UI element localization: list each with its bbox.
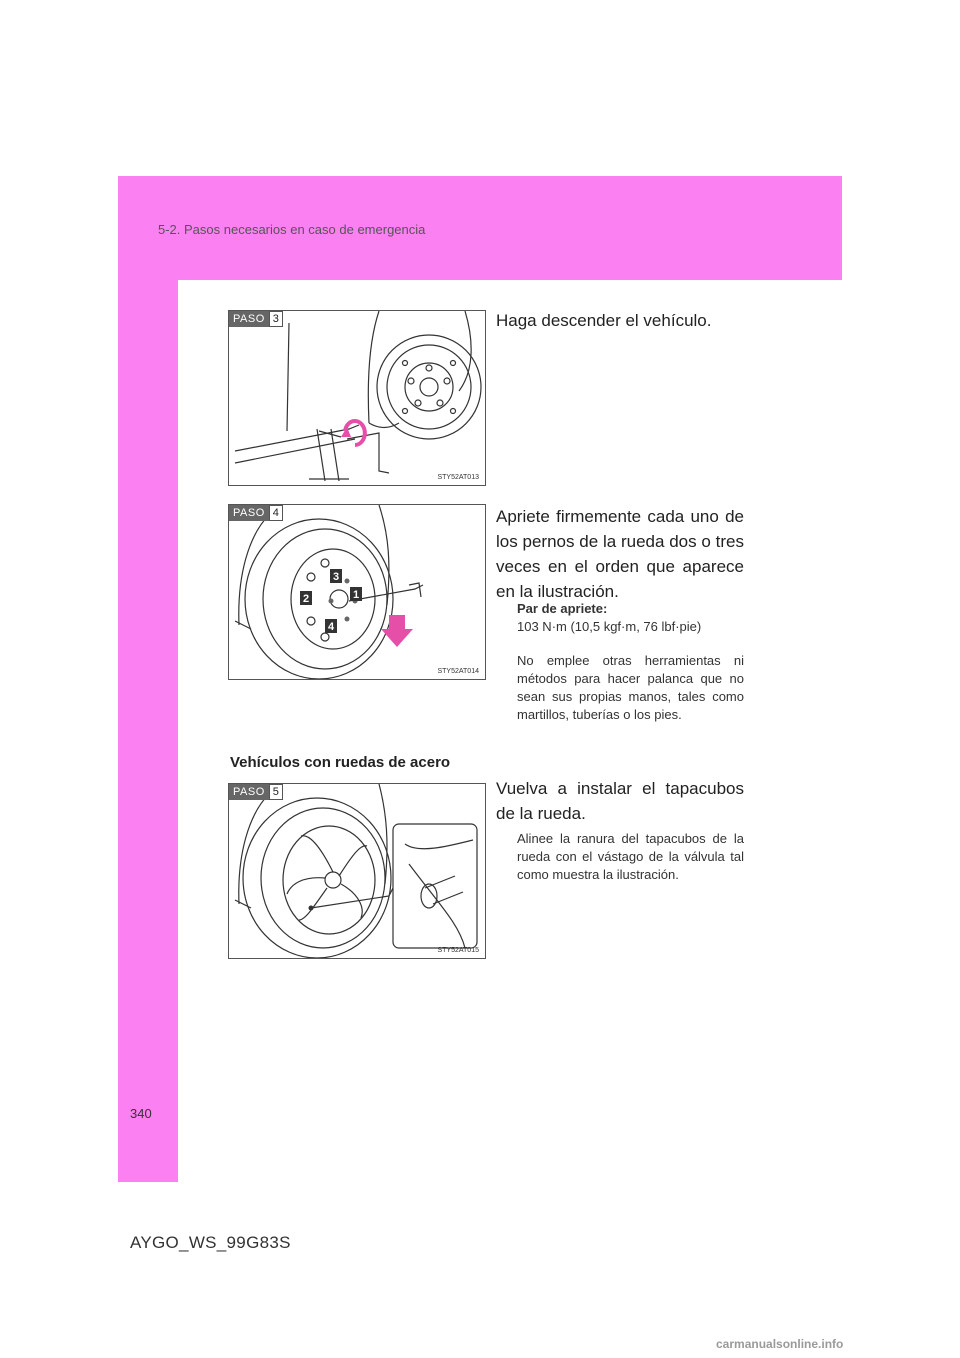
figure-code: STY52AT013 [437, 474, 479, 481]
step-number: 5 [269, 784, 283, 800]
figure-code: STY52AT014 [437, 668, 479, 675]
page-number: 340 [130, 1106, 152, 1121]
step-5-illustration [228, 783, 486, 959]
figure-code: STY52AT015 [437, 947, 479, 954]
step-5-note: Alinee la ranura del tapacubos de la rueda con el vástago de la válvula tal como muestra la ilustración. [517, 831, 744, 882]
step-3-badge [229, 311, 283, 327]
step-4-illustration [228, 504, 486, 680]
step-5-text: Vuelva a instalar el tapacubos de la rueda. [496, 779, 744, 823]
torque-value: 103 N·m (10,5 kgf·m, 76 lbf·pie) [517, 619, 702, 634]
document-code: AYGO_WS_99G83S [130, 1233, 291, 1252]
step-3-illustration [228, 310, 486, 486]
side-band [118, 280, 178, 1182]
step-4-text: Apriete firmemente cada uno de los pernos de la rueda dos o tres veces en el orden que aparece en la ilustración. [496, 507, 744, 601]
step-4-note: No emplee otras herramientas ni métodos para hacer palanca que no sean sus propias manos, tales como martillos, tuberías o los pies. [517, 653, 744, 722]
lowering-vehicle-drawing [229, 311, 485, 485]
subheading: Vehículos con ruedas de acero [230, 754, 451, 771]
torque-spec [517, 600, 744, 636]
step-word: PASO [229, 311, 269, 327]
step-word: PASO [229, 784, 269, 800]
step-number: 4 [269, 505, 283, 521]
callout-2: 2 [302, 593, 310, 605]
watermark: carmanualsonline.info [716, 1337, 844, 1351]
step-word: PASO [229, 505, 269, 521]
step-number: 3 [269, 311, 283, 327]
hubcap-drawing [229, 784, 485, 958]
step-3-text: Haga descender el vehículo. [496, 311, 712, 330]
callout-1: 1 [352, 589, 360, 601]
callout-3: 3 [332, 571, 340, 583]
callout-4: 4 [327, 621, 335, 633]
torque-label: Par de apriete: [517, 601, 608, 616]
step-5-badge [229, 784, 283, 800]
step-4-badge [229, 505, 283, 521]
section-title: 5-2. Pasos necesarios en caso de emergencia [158, 222, 426, 237]
tighten-bolts-drawing [229, 505, 485, 679]
